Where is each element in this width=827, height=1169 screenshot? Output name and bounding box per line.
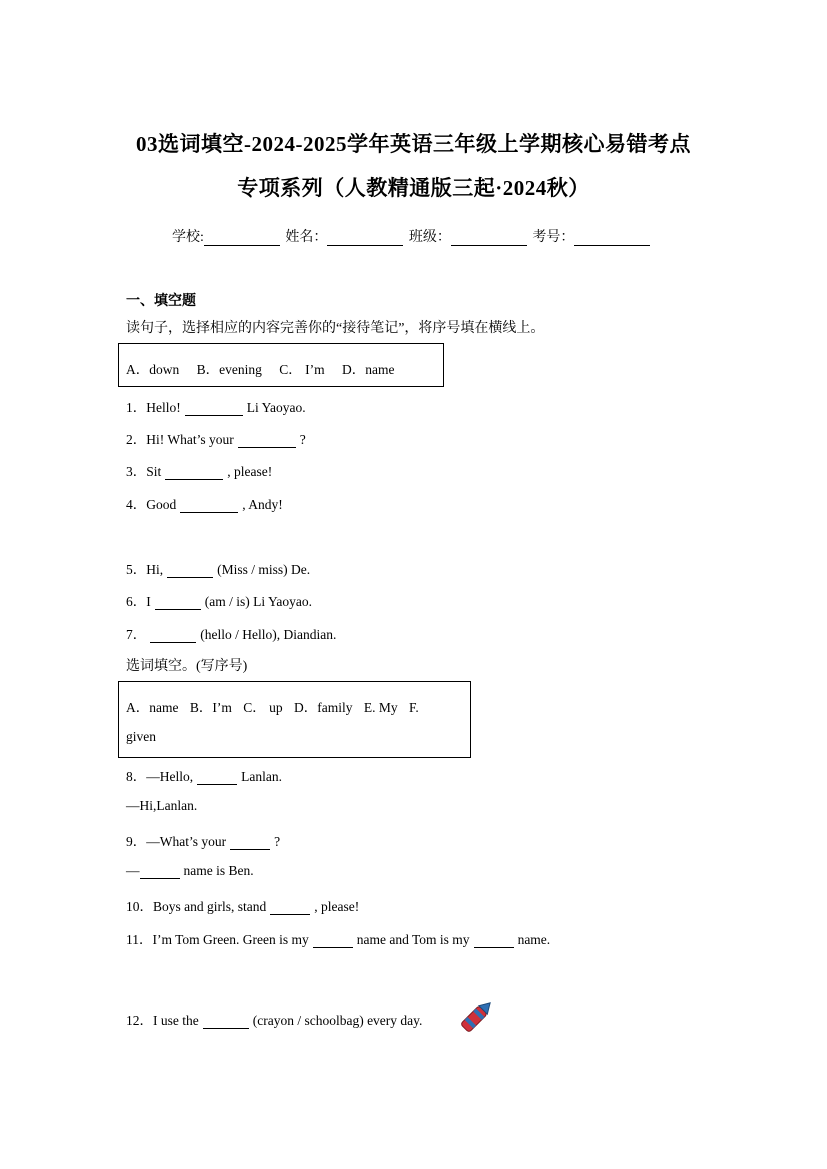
question-12: 12．I use the (crayon / schoolbag) every day. [126,1013,423,1028]
question-9: 9．—What’s your ? [126,834,281,849]
answer-blank[interactable] [230,836,270,850]
answer-blank[interactable] [140,865,180,879]
option-b: B．evening [196,362,262,377]
option-a: A．name [126,700,179,715]
question-6: 6．I (am / is) Li Yaoyao. [126,594,312,609]
word-bank-2 [118,681,471,758]
option-d: D．family [294,700,353,715]
question-9-reply: — name is Ben. [126,863,254,878]
section-heading: 一、填空题 [126,294,196,309]
option-d: D．name [342,362,395,377]
school-blank[interactable] [204,231,280,246]
name-blank[interactable] [327,231,403,246]
question-10: 10．Boys and girls, stand , please! [126,899,360,914]
option-a: A．down [126,362,180,377]
crayon-icon [452,993,500,1041]
section2-instruction: 选词填空。(写序号) [126,659,248,674]
answer-blank[interactable] [313,934,353,948]
answer-blank[interactable] [203,1015,249,1029]
answer-blank[interactable] [197,771,237,785]
question-3: 3．Sit , please! [126,464,273,479]
page-title-line2: 专项系列（人教精通版三起·2024秋） [237,176,590,200]
answer-blank[interactable] [167,564,213,578]
answer-blank[interactable] [165,466,223,480]
word-bank-1 [118,343,444,387]
class-blank[interactable] [451,231,527,246]
exam-no-blank[interactable] [574,231,650,246]
question-2: 2．Hi! What’s your ? [126,432,306,447]
student-info-row [172,226,652,246]
option-c: C． up [243,700,283,715]
answer-blank[interactable] [270,901,310,915]
answer-blank[interactable] [155,596,201,610]
answer-blank[interactable] [185,402,243,416]
class-label: 班级： [408,230,451,245]
option-c: C． I’m [279,362,325,377]
answer-blank[interactable] [238,434,296,448]
question-4: 4．Good , Andy! [126,497,283,512]
section1-instruction: 读句子，选择相应的内容完善你的“接待笔记”，将序号填在横线上。 [126,321,545,336]
page-title-line1: 03选词填空-2024-2025学年英语三年级上学期核心易错考点 [136,132,691,156]
question-5: 5．Hi, (Miss / miss) De. [126,562,311,577]
question-1: 1．Hello! Li Yaoyao. [126,400,306,415]
question-8-reply: —Hi,Lanlan. [126,798,198,813]
answer-blank[interactable] [474,934,514,948]
option-b: B．I’m [189,700,232,715]
option-f: F. [409,700,419,715]
school-label: 学校: [172,230,204,245]
exam-no-label: 考号： [532,230,575,245]
question-7: 7． (hello / Hello), Diandian. [126,627,337,642]
answer-blank[interactable] [180,499,238,513]
option-f-word: given [126,729,156,744]
question-8: 8．—Hello, Lanlan. [126,769,282,784]
name-label: 姓名： [285,230,328,245]
option-e: E. My [363,700,398,715]
answer-blank[interactable] [150,629,196,643]
question-11: 11．I’m Tom Green. Green is my name and Tom is my name. [126,932,551,947]
